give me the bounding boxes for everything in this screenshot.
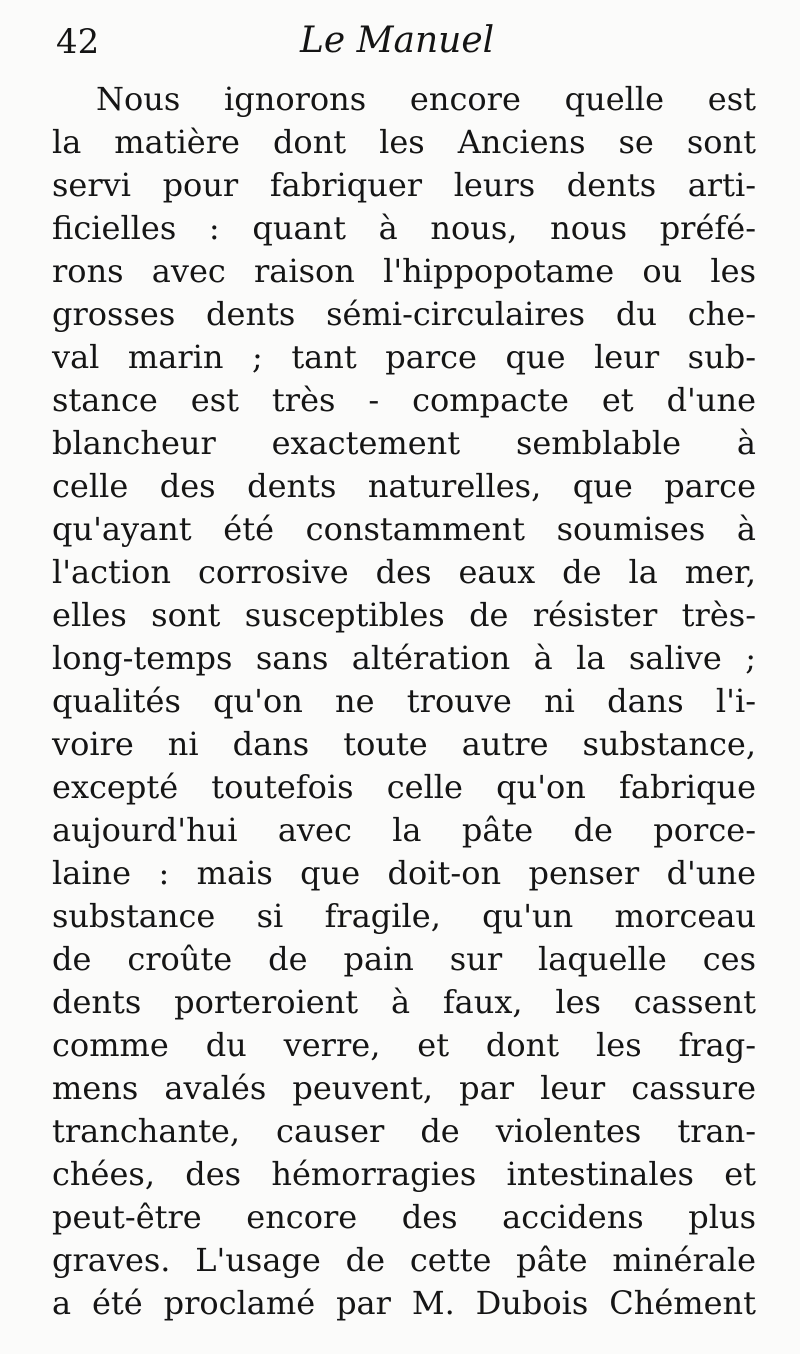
running-title: Le Manuel [300, 20, 495, 61]
text-line: de croûte de pain sur laquelle ces [52, 940, 756, 978]
text-line: qu'ayant été constamment soumises à [52, 510, 756, 548]
text-line: voire ni dans toute autre substance, [52, 725, 756, 763]
text-line: celle des dents naturelles, que parce [52, 467, 756, 505]
body-text [52, 78, 756, 1325]
text-line: aujourd'hui avec la pâte de porce- [52, 811, 756, 849]
text-line: graves. L'usage de cette pâte minérale [52, 1241, 756, 1279]
text-line: a été proclamé par M. Dubois Chément [52, 1284, 756, 1322]
text-line: servi pour fabriquer leurs dents arti- [52, 166, 756, 204]
text-line: substance si fragile, qu'un morceau [52, 897, 756, 935]
text-line: long-temps sans altération à la salive ; [52, 639, 756, 677]
text-line: chées, des hémorragies intestinales et [52, 1155, 756, 1193]
text-line: elles sont susceptibles de résister très- [52, 596, 756, 634]
text-line: tranchante, causer de violentes tran- [52, 1112, 756, 1150]
text-line: mens avalés peuvent, par leur cassure [52, 1069, 756, 1107]
text-line: val marin ; tant parce que leur sub- [52, 338, 756, 376]
text-line: comme du verre, et dont les frag- [52, 1026, 756, 1064]
text-line: grosses dents sémi-circulaires du che- [52, 295, 756, 333]
text-line: la matière dont les Anciens se sont [52, 123, 756, 161]
text-line: ficielles : quant à nous, nous préfé- [52, 209, 756, 247]
text-line: peut-être encore des accidens plus [52, 1198, 756, 1236]
text-line: stance est très - compacte et d'une [52, 381, 756, 419]
text-line: laine : mais que doit-on penser d'une [52, 854, 756, 892]
text-line: dents porteroient à faux, les cassent [52, 983, 756, 1021]
text-line: blancheur exactement semblable à [52, 424, 756, 462]
page-number: 42 [56, 22, 100, 62]
text-line: l'action corrosive des eaux de la mer, [52, 553, 756, 591]
running-head [56, 18, 756, 68]
text-line: rons avec raison l'hippopotame ou les [52, 252, 756, 290]
text-line: excepté toutefois celle qu'on fabrique [52, 768, 756, 806]
text-line: Nous ignorons encore quelle est [96, 80, 756, 118]
text-line: qualités qu'on ne trouve ni dans l'i- [52, 682, 756, 720]
